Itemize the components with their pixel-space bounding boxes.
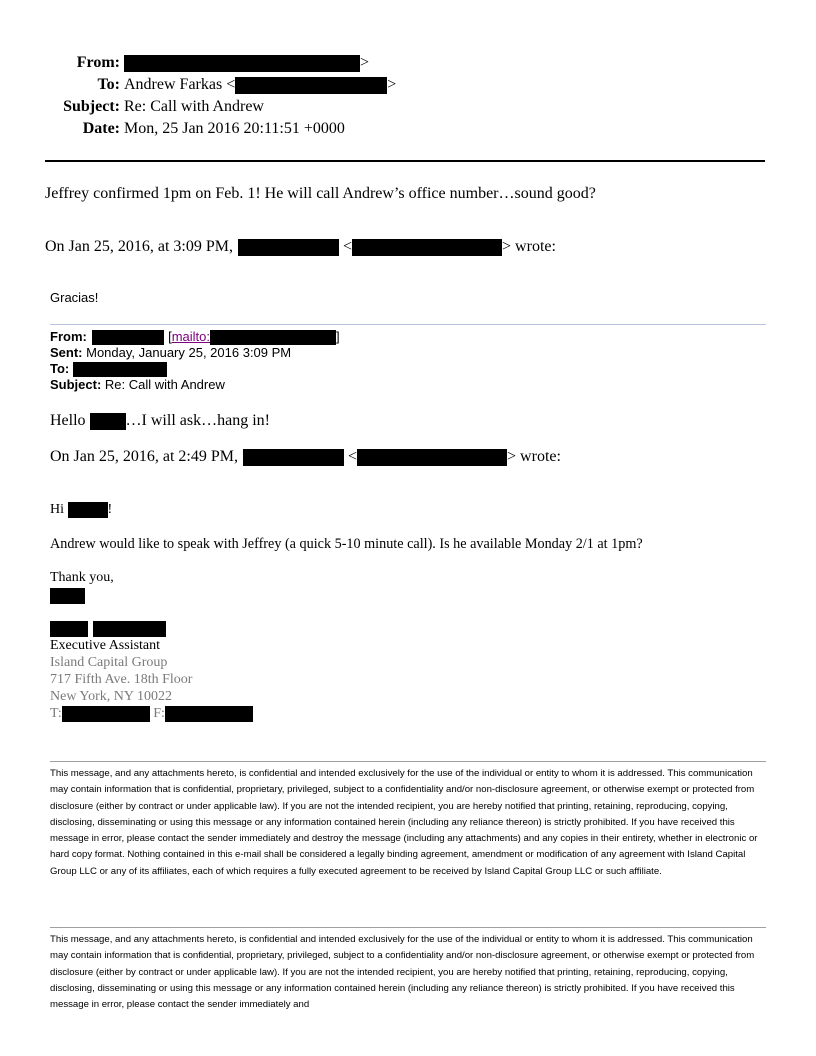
quote-header-2 xyxy=(50,447,561,467)
forward-divider xyxy=(50,324,766,325)
gracias-line: Gracias! xyxy=(50,290,99,305)
header-from-value xyxy=(124,53,369,73)
redaction-block xyxy=(124,55,360,72)
redaction-block xyxy=(352,239,502,256)
forward-subject-row xyxy=(50,377,225,393)
hello-suffix: …I will ask…hang in! xyxy=(125,412,270,429)
header-to-label: To: xyxy=(97,76,120,93)
header-date-label: Date: xyxy=(82,120,120,137)
quote-header-2-prefix: On Jan 25, 2016, at 2:49 PM, xyxy=(50,448,238,465)
hello-line xyxy=(50,411,270,431)
signature-address-line-1: 717 Fifth Ave. 18th Floor xyxy=(50,672,193,687)
redaction-block xyxy=(93,621,166,637)
signature-phone-fax xyxy=(50,705,253,723)
redaction-block xyxy=(92,330,164,345)
signature-name-redacted xyxy=(50,620,166,638)
redaction-block xyxy=(235,77,387,94)
forward-sent-label: Sent: xyxy=(50,345,83,360)
header-date-value: Mon, 25 Jan 2016 20:11:51 +0000 xyxy=(124,120,345,137)
quote-header-2-lt: < xyxy=(348,448,358,465)
redaction-block xyxy=(357,449,507,466)
forward-to-label: To: xyxy=(50,361,70,376)
header-to-row xyxy=(0,75,816,95)
forward-mailto-open: [ xyxy=(168,329,172,344)
redaction-block xyxy=(73,362,167,377)
header-to-name: Andrew Farkas < xyxy=(124,76,236,93)
message-line: Jeffrey confirmed 1pm on Feb. 1! He will call Andrew’s office number…sound good? xyxy=(45,185,596,202)
hi-line xyxy=(50,501,112,519)
disclaimer-text-2: This message, and any attachments hereto, is confidential and intended exclusively for the use of the individual or entity to whom it is addressed. This communication may contain information that is confidential, proprietary, privileged, subject to a confidentiality and/or non-disclosure agreement, or otherwise exempt or protected from disclosure (either by contract or under applicable law). If you are not the intended recipient, you are hereby notified that printing, retaining, reproducing, copying, disclosing, disseminating or using this message or any information contained herein (including any reliance thereon) is strictly prohibited. If you have received this message in error, please contact the sender immediately and xyxy=(50,934,755,1011)
signature-address-line-2: New York, NY 10022 xyxy=(50,689,172,704)
header-date-row xyxy=(0,119,816,139)
redaction-block xyxy=(238,239,339,256)
header-to-value xyxy=(124,75,396,95)
disclaimer-divider-2 xyxy=(50,927,766,928)
header-divider xyxy=(45,160,765,162)
redaction-block xyxy=(62,706,150,722)
header-subject-value: Re: Call with Andrew xyxy=(124,98,264,115)
sender-name-redacted xyxy=(50,587,85,605)
header-from-label: From: xyxy=(76,54,120,71)
redaction-block xyxy=(210,330,336,345)
hello-prefix: Hello xyxy=(50,412,86,429)
hi-suffix: ! xyxy=(107,502,113,517)
disclaimer-text-1: This message, and any attachments hereto, is confidential and intended exclusively for the use of the individual or entity to whom it is addressed. This communication may contain information that is confidential, proprietary, privileged, subject to a confidentiality and/or non-disclosure agreement, or otherwise exempt or protected from disclosure (either by contract or under applicable law). If you are not the intended recipient, you are hereby notified that printing, retaining, reproducing, copying, disclosing, disseminating or using this message or any information contained herein (including any reliance thereon) is strictly prohibited. If you have received this message in error, please contact the sender immediately and destroy the message (including any attachments) and any copies in their entirety, whether in electronic or hard copy format. Nothing contained in this e-mail shall be considered a legally binding agreement, amendment or modification of any agreement with Island Capital Group LLC or any of its affiliates, each of which requires a fully executed agreement to be received by Island Capital Group LLC or such affiliate. xyxy=(50,768,758,877)
header-to-suffix: > xyxy=(387,76,397,93)
forward-sent-row xyxy=(50,345,291,361)
redaction-block xyxy=(50,588,85,604)
forward-sent-value: Monday, January 25, 2016 3:09 PM xyxy=(86,345,292,360)
forward-subject-label: Subject: xyxy=(50,377,102,392)
quote-header-1-prefix: On Jan 25, 2016, at 3:09 PM, xyxy=(45,238,233,255)
header-subject-label: Subject: xyxy=(63,98,120,115)
forward-from-row xyxy=(50,329,340,345)
hi-prefix: Hi xyxy=(50,502,64,517)
quote-header-1-suffix: > wrote: xyxy=(502,238,556,255)
signature-title: Executive Assistant xyxy=(50,638,161,653)
request-line: Andrew would like to speak with Jeffrey (a quick 5-10 minute call). Is he available Monday 2/1 at 1pm? xyxy=(50,536,643,552)
header-from-suffix: > xyxy=(360,54,370,71)
header-from-row xyxy=(0,53,816,73)
redaction-block xyxy=(68,502,108,518)
forward-mailto-close: ] xyxy=(336,329,340,344)
redaction-block xyxy=(50,621,88,637)
quote-header-2-suffix: > wrote: xyxy=(507,448,561,465)
signature-company: Island Capital Group xyxy=(50,655,168,670)
redaction-block xyxy=(90,413,126,430)
forward-to-row xyxy=(50,361,167,377)
redaction-block xyxy=(165,706,253,722)
disclaimer-divider-1 xyxy=(50,761,766,762)
header-subject-row xyxy=(0,97,816,117)
thanks-line: Thank you, xyxy=(50,570,114,585)
redaction-block xyxy=(243,449,344,466)
fax-label: F: xyxy=(153,706,165,721)
quote-header-1 xyxy=(45,237,556,257)
quote-header-1-lt: < xyxy=(343,238,353,255)
phone-label: T: xyxy=(50,706,62,721)
forward-from-label: From: xyxy=(50,329,87,344)
forward-subject-value: Re: Call with Andrew xyxy=(104,377,225,392)
mailto-link[interactable]: mailto: xyxy=(171,329,211,344)
